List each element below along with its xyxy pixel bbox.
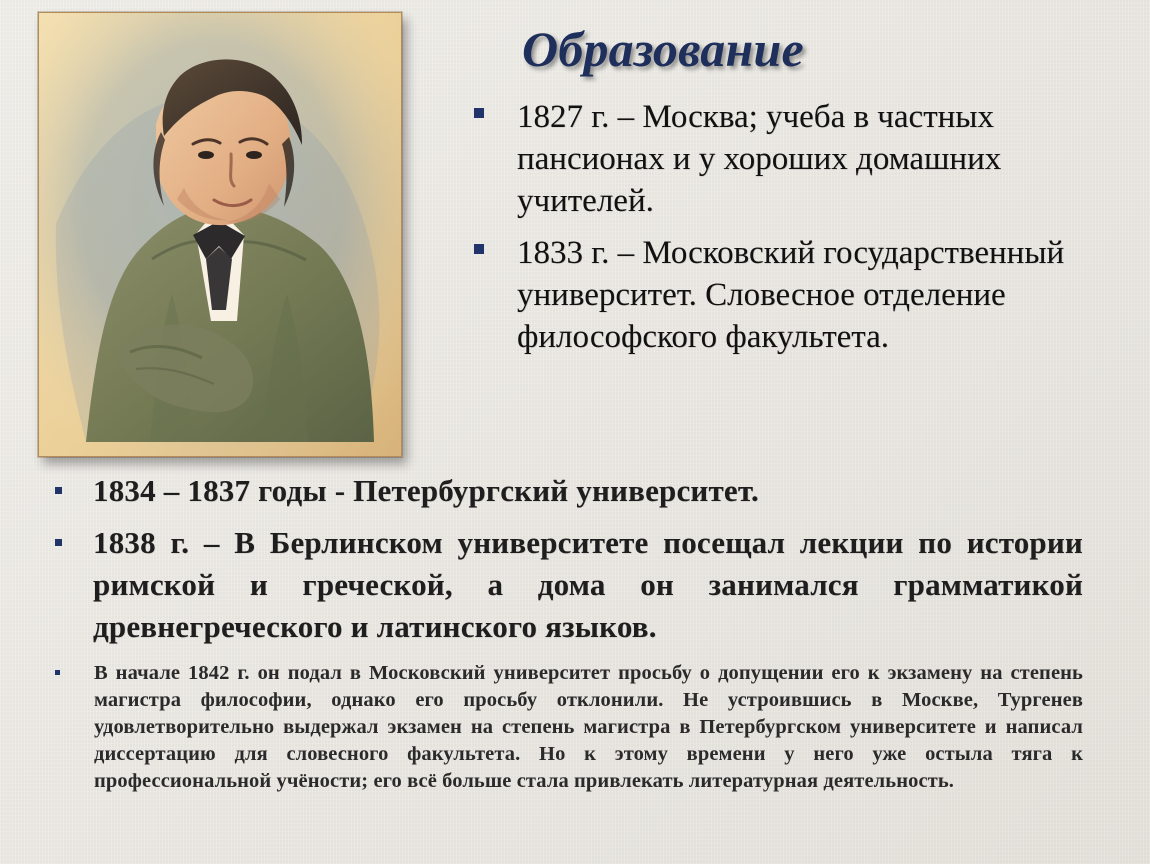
portrait-illustration	[38, 12, 402, 457]
bottom-list-item	[55, 660, 1083, 795]
square-bullet-icon	[474, 108, 484, 118]
bottom-list-item-text: 1834 – 1837 годы - Петербургский университет.	[93, 473, 759, 508]
top-list-item	[474, 96, 1114, 222]
square-bullet-icon	[474, 244, 484, 254]
bottom-list-item	[55, 522, 1083, 648]
bottom-list-item	[55, 470, 1083, 512]
bottom-list-item-text: В начале 1842 г. он подал в Московский университет просьбу о допущении его к экзамену на степень магистра философии, однако его просьбу отклонили. Не устроившись в Москве, Тургенев удовлетворительно выдержал экзамен на степень магистра в Петербургском университете и написал диссертацию для словесного факультета. Но к этому времени у него уже остыла тяга к профессиональной учёности; его всё больше стала привлекать литературная деятельность.	[94, 662, 1083, 792]
top-list-item	[474, 232, 1114, 358]
square-bullet-icon	[55, 539, 62, 546]
square-bullet-icon	[55, 670, 60, 675]
bottom-list-item-text: 1838 г. – В Берлинском университете посещал лекции по истории римской и греческой, а дома он занимался грамматикой древнегреческого и латинского языков.	[93, 525, 1083, 644]
portrait-image	[38, 12, 402, 457]
bottom-bullet-list	[55, 470, 1083, 795]
top-bullet-list	[474, 96, 1114, 368]
top-list-item-text: 1827 г. – Москва; учеба в частных пансионах и у хороших домашних учителей.	[517, 99, 1002, 219]
top-list-item-text: 1833 г. – Московский государственный университет. Словесное отделение философского факультета.	[517, 235, 1065, 355]
square-bullet-icon	[55, 487, 62, 494]
slide-title: Образование	[522, 21, 804, 77]
